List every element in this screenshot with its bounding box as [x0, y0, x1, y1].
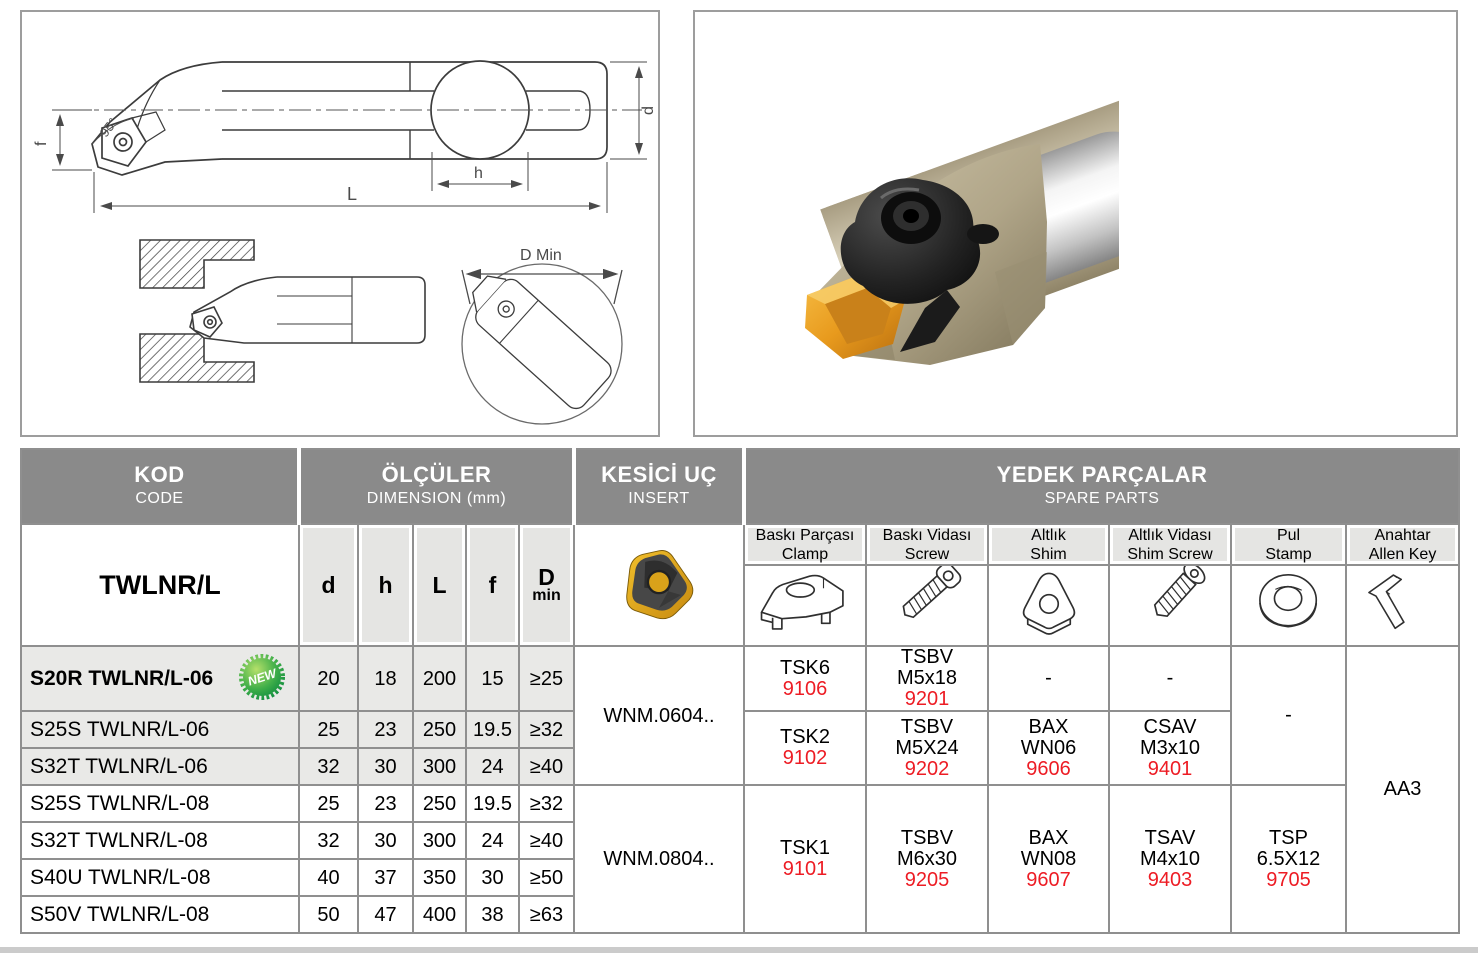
section-view — [140, 240, 425, 382]
col-dmin — [519, 524, 574, 646]
row-code-s20r — [21, 646, 299, 711]
part-size: WN06 — [1020, 736, 1077, 759]
cell-d: 25 — [299, 711, 358, 748]
header-kesici-en: INSERT — [628, 489, 690, 507]
clamp-cell-g2 — [744, 711, 866, 785]
shim-screw-cell-g2 — [1109, 711, 1231, 785]
spare-header-screw — [866, 524, 988, 565]
part-name: TSK6 — [779, 656, 831, 679]
cell-d: 40 — [299, 859, 358, 896]
cell-L: 250 — [413, 785, 466, 822]
spare-header-clamp — [744, 524, 866, 565]
part-number: 9403 — [1147, 868, 1193, 891]
spare-header-shim-screw-en: Shim Screw — [1127, 545, 1213, 563]
spare-header-allen-key-en: Allen Key — [1368, 545, 1437, 563]
part-name: BAX — [1028, 715, 1069, 738]
spare-header-shim-tr: Altlık — [1031, 526, 1066, 544]
part-number: 9401 — [1147, 757, 1193, 780]
part-name: - — [1166, 667, 1174, 689]
cell-dmin: ≥25 — [519, 646, 574, 711]
header-olculer-en: DIMENSION (mm) — [366, 489, 507, 507]
dim-label-L: L — [347, 184, 358, 204]
spare-header-screw-en: Screw — [904, 545, 950, 563]
part-name: TSBV — [900, 715, 954, 738]
dim-label-d: d — [640, 106, 657, 115]
row-code-s32t-06: S32T TWLNR/L-06 — [21, 748, 299, 785]
dim-label-f: f — [33, 141, 50, 146]
part-number: 9205 — [904, 868, 950, 891]
screw-icon — [875, 566, 979, 640]
shim-image-cell — [988, 565, 1109, 646]
part-name: TSAV — [1144, 826, 1196, 849]
cell-h: 23 — [358, 785, 413, 822]
page-footer-strip — [0, 947, 1478, 953]
header-kesici-tr: KESİCİ UÇ — [601, 461, 717, 487]
stamp-cell-g3 — [1231, 785, 1346, 933]
part-name: CSAV — [1143, 715, 1197, 738]
part-size: M3x10 — [1139, 736, 1201, 759]
shim-screw-image-cell — [1109, 565, 1231, 646]
spare-header-screw-tr: Baskı Vidası — [882, 526, 972, 544]
header-kesici-uc — [574, 449, 744, 524]
cell-h: 47 — [358, 896, 413, 933]
screw-cell-g2 — [866, 711, 988, 785]
part-number: 9607 — [1026, 868, 1071, 891]
dim-label-angle: 95° — [96, 115, 121, 140]
col-L: L — [413, 524, 466, 646]
row-code-s50v-08: S50V TWLNR/L-08 — [21, 896, 299, 933]
part-name: BAX — [1028, 826, 1069, 849]
header-yedek-tr: YEDEK PARÇALAR — [996, 461, 1208, 487]
spare-header-allen-key — [1346, 524, 1459, 565]
cell-f: 19.5 — [466, 785, 519, 822]
screw-cell-r1 — [866, 646, 988, 711]
new-badge-icon — [238, 653, 286, 701]
part-name: TSK1 — [779, 837, 831, 859]
cell-f: 19.5 — [466, 711, 519, 748]
col-f: f — [466, 524, 519, 646]
spare-header-shim-en: Shim — [1030, 545, 1067, 563]
spare-header-clamp-en: Clamp — [781, 545, 829, 563]
clamp-icon — [753, 566, 857, 640]
part-number: 9106 — [782, 677, 828, 700]
part-name: - — [1285, 704, 1292, 726]
row-code-s25s-08: S25S TWLNR/L-08 — [21, 785, 299, 822]
cell-h: 37 — [358, 859, 413, 896]
cell-L: 200 — [413, 646, 466, 711]
stamp-icon — [1239, 566, 1339, 640]
part-name: AA3 — [1383, 778, 1422, 800]
clamp-cell-g3 — [744, 785, 866, 933]
dmin-view — [459, 264, 622, 424]
cell-d: 25 — [299, 785, 358, 822]
part-name: TSBV — [900, 826, 954, 849]
dim-label-h: h — [474, 165, 483, 182]
row-code-text: S20R TWLNR/L-06 — [30, 666, 214, 690]
table-row — [21, 646, 1459, 711]
main-side-view — [92, 61, 607, 175]
cell-d: 32 — [299, 822, 358, 859]
table-header-band — [21, 449, 1459, 524]
cell-L: 300 — [413, 748, 466, 785]
cell-h: 18 — [358, 646, 413, 711]
part-name: TSP — [1269, 826, 1308, 849]
part-size: M6x30 — [896, 847, 958, 870]
cell-f: 15 — [466, 646, 519, 711]
header-olculer-tr: ÖLÇÜLER — [381, 461, 492, 487]
new-badge-text: NEW — [246, 666, 279, 689]
cell-dmin: ≥40 — [519, 822, 574, 859]
technical-drawing — [22, 12, 658, 435]
part-size: M5x18 — [896, 667, 958, 689]
insert-code-0604: WNM.0604.. — [574, 646, 744, 785]
shim-screw-cell-g3 — [1109, 785, 1231, 933]
shim-icon — [997, 566, 1101, 640]
cell-d: 50 — [299, 896, 358, 933]
specification-table — [20, 448, 1460, 934]
insert-photo-icon — [613, 543, 705, 623]
screw-cell-g3 — [866, 785, 988, 933]
header-yedek-en: SPARE PARTS — [1044, 489, 1160, 507]
subheader-row — [21, 524, 1459, 565]
insert-code-0804: WNM.0804.. — [574, 785, 744, 933]
cell-d: 32 — [299, 748, 358, 785]
spare-header-stamp-en: Stamp — [1265, 545, 1312, 563]
spare-header-allen-key-tr: Anahtar — [1374, 526, 1431, 544]
part-name: TSBV — [900, 646, 954, 668]
allen-key-image-cell — [1346, 565, 1459, 646]
shim-screw-icon — [1118, 566, 1222, 640]
col-dmin-top: D — [538, 564, 555, 590]
allen-key-icon — [1355, 566, 1451, 640]
part-size: M5X24 — [895, 736, 959, 759]
cell-f: 24 — [466, 822, 519, 859]
row-code-s40u-08: S40U TWLNR/L-08 — [21, 859, 299, 896]
spare-header-stamp — [1231, 524, 1346, 565]
cell-f: 24 — [466, 748, 519, 785]
cell-h: 30 — [358, 822, 413, 859]
clamp-cell-r1 — [744, 646, 866, 711]
shim-screw-cell-r1 — [1109, 646, 1231, 711]
specification-table-wrap — [20, 448, 1458, 934]
spare-header-stamp-tr: Pul — [1276, 526, 1301, 544]
cell-L: 350 — [413, 859, 466, 896]
cell-f: 30 — [466, 859, 519, 896]
col-d: d — [299, 524, 358, 646]
part-name: TSK2 — [779, 726, 831, 748]
part-size: WN08 — [1020, 847, 1077, 870]
clamp-image-cell — [744, 565, 866, 646]
cell-dmin: ≥63 — [519, 896, 574, 933]
header-yedek-parcalar — [744, 449, 1459, 524]
shim-cell-r1 — [988, 646, 1109, 711]
col-h: h — [358, 524, 413, 646]
col-dmin-bottom: min — [532, 587, 561, 604]
cell-f: 38 — [466, 896, 519, 933]
table-row — [21, 785, 1459, 822]
product-photo-panel — [693, 10, 1458, 437]
part-size: M4x10 — [1139, 847, 1201, 870]
part-number: 9102 — [782, 747, 828, 769]
shim-cell-g2 — [988, 711, 1109, 785]
cell-dmin: ≥32 — [519, 785, 574, 822]
row-code-s32t-08: S32T TWLNR/L-08 — [21, 822, 299, 859]
dim-label-dmin: D Min — [520, 247, 562, 264]
part-name: - — [1045, 667, 1052, 689]
insert-image-cell — [574, 524, 744, 646]
technical-drawing-panel — [20, 10, 660, 437]
screw-image-cell — [866, 565, 988, 646]
header-kod — [21, 449, 299, 524]
spare-header-shim-screw-tr: Altlık Vidası — [1128, 526, 1212, 544]
cell-L: 400 — [413, 896, 466, 933]
spare-header-shim-screw — [1109, 524, 1231, 565]
model-name: TWLNR/L — [21, 524, 299, 646]
cell-h: 23 — [358, 711, 413, 748]
allen-key-cell — [1346, 646, 1459, 933]
cell-L: 300 — [413, 822, 466, 859]
part-number: 9705 — [1266, 868, 1311, 891]
cell-dmin: ≥50 — [519, 859, 574, 896]
cell-dmin: ≥40 — [519, 748, 574, 785]
cell-h: 30 — [358, 748, 413, 785]
spare-header-clamp-tr: Baskı Parçası — [755, 526, 855, 544]
spare-header-shim — [988, 524, 1109, 565]
row-code-s25s-06: S25S TWLNR/L-06 — [21, 711, 299, 748]
header-kod-en: CODE — [135, 489, 184, 507]
part-number: 9202 — [904, 757, 950, 780]
cell-d: 20 — [299, 646, 358, 711]
cell-L: 250 — [413, 711, 466, 748]
shim-cell-g3 — [988, 785, 1109, 933]
header-olculer — [299, 449, 574, 524]
header-kod-tr: KOD — [134, 461, 185, 487]
stamp-cell-g1 — [1231, 646, 1346, 785]
product-photo — [695, 12, 1456, 435]
part-number: 9201 — [904, 688, 950, 710]
part-number: 9606 — [1026, 757, 1071, 780]
cell-dmin: ≥32 — [519, 711, 574, 748]
part-size: 6.5X12 — [1256, 847, 1321, 870]
stamp-image-cell — [1231, 565, 1346, 646]
part-number: 9101 — [782, 858, 828, 880]
